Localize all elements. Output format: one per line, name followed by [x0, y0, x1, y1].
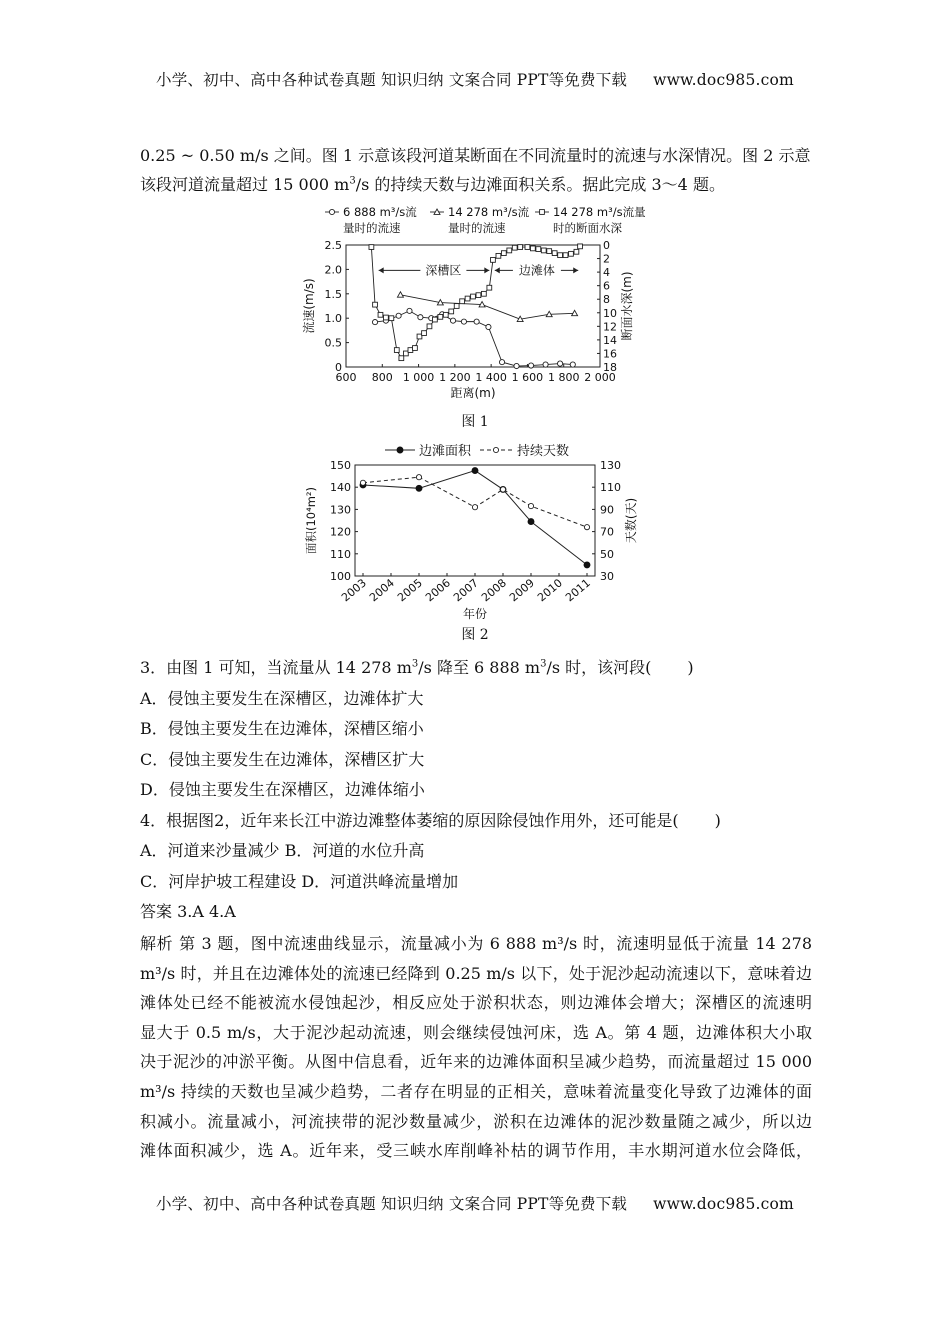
figure-2-series-line-2 — [363, 477, 587, 527]
figure-1-x-label: 距离(m) — [450, 386, 496, 400]
figure-1-series-3-point — [422, 331, 427, 336]
figure-1-bank-arrow-head-right — [573, 267, 578, 273]
answer-line: 答案 3.A 4.A — [140, 902, 236, 921]
figure-1-series-3-point — [389, 316, 394, 321]
analysis-block — [140, 929, 812, 1166]
figure-2-series-2-point — [472, 505, 477, 510]
question-3-option-c: C．侵蚀主要发生在边滩体，深槽区扩大 — [140, 749, 425, 769]
figure-1-series-3-point — [378, 312, 383, 317]
figure-1-y2-tick-label: 12 — [603, 320, 617, 334]
figure-1-x-tick-label: 1 800 — [547, 371, 580, 384]
figure-1-bank-arrow-head-left — [495, 267, 500, 273]
figure-1-y2-tick-label: 18 — [603, 361, 617, 374]
figure-1-y2-tick-label: 10 — [603, 306, 617, 320]
footer-url: www.doc985.com — [653, 1195, 794, 1213]
figure-1-series-3-point — [558, 253, 563, 258]
figure-1-legend-marker-1 — [329, 209, 334, 214]
figure-2-y2-tick-label: 30 — [600, 570, 614, 583]
figure-1-series-3-point — [536, 247, 541, 252]
figure-2-series-2-point — [528, 503, 533, 508]
intro-text — [140, 141, 812, 199]
figure-1-series-3-point — [443, 312, 448, 317]
page-header — [0, 68, 950, 90]
figure-1-deep-arrow-head-right — [484, 267, 489, 273]
figure-1-series-3-point — [496, 253, 501, 258]
page-footer — [0, 1192, 950, 1214]
figure-1-series-3-point — [417, 334, 422, 339]
figure-2-y-tick-label: 150 — [330, 459, 351, 472]
analysis-line-5: 决于泥沙的冲淤平衡。从图中信息看，近年来的边滩体面积呈减少趋势，而流量超过 15 000 — [140, 1052, 812, 1072]
figure-1-x-tick-label: 1 600 — [511, 371, 544, 384]
figure-2-series-2-point — [360, 480, 365, 485]
figure-1-series-1-point — [474, 319, 479, 324]
figure-2-chart — [295, 438, 665, 628]
figure-2-series-2-point — [584, 525, 589, 530]
header-url: www.doc985.com — [653, 71, 794, 89]
figure-1-series-3-point — [491, 258, 496, 263]
analysis-line-8: 滩体面积减少，选 A。近年来，受三峡水库削峰补枯的调节作用，丰水期河道水位会降低， — [140, 1141, 812, 1161]
figure-1-series-3-point — [433, 317, 438, 322]
figure-1-series-3-point — [394, 348, 399, 353]
figure-1-series-1-point — [528, 363, 533, 368]
figure-2-series-2-point — [416, 475, 421, 480]
figure-2-series-1-point — [584, 562, 590, 568]
figure-1-caption: 图 1 — [461, 414, 489, 430]
figure-1-series-3-point — [408, 348, 413, 353]
figure-1-series-1-point — [543, 362, 548, 367]
figure-1-x-tick-label: 2 000 — [584, 371, 616, 384]
figure-1-series-3-point — [399, 356, 404, 361]
figure-1-y2-tick-label: 4 — [603, 266, 610, 280]
figure-1-series-3-point — [552, 251, 557, 256]
question-4-options-2: C．河岸护坡工程建设 D．河道洪峰流量增加 — [140, 871, 459, 891]
figure-1-series-1-point — [514, 363, 519, 368]
figure-1-y2-tick-label: 14 — [603, 333, 617, 347]
figure-1-x-tick-label: 1 200 — [439, 371, 471, 384]
figure-1-series-3-point — [369, 245, 374, 250]
figure-2-y2-tick-label: 130 — [600, 459, 621, 472]
figure-2-y-tick-label: 120 — [330, 525, 351, 539]
figure-1-legend-label-2a: 14 278 m³/s流 — [448, 205, 530, 219]
figure-1-legend-label-1a: 6 888 m³/s流 — [343, 205, 417, 219]
figure-2-series-1-point — [416, 485, 422, 491]
figure-1-y-tick-label: 2.5 — [324, 239, 342, 252]
questions-block — [140, 653, 812, 928]
figure-2-x-tick-label: 2006 — [423, 576, 453, 605]
figure-1-y2-tick-label: 16 — [603, 347, 617, 361]
figure-1-series-3-point — [403, 351, 408, 356]
analysis-line-3: 滩体处已经不能被流水侵蚀起沙，相反应处于淤积状态，则边滩体会增大；深槽区的流速明 — [140, 993, 812, 1013]
figure-1-series-1-point — [418, 315, 423, 320]
figure-1-series-3-point — [487, 285, 492, 290]
figure-1-series-3-point — [481, 291, 486, 296]
figure-1-series-3-point — [454, 304, 459, 309]
figure-2-legend-marker-2 — [493, 447, 498, 452]
question-3-option-d: D．侵蚀主要发生在深槽区，边滩体缩小 — [140, 780, 425, 799]
figure-1-series-1-point — [557, 361, 562, 366]
figure-2-y2-tick-label: 90 — [600, 503, 614, 517]
figure-1-series-2-point — [397, 292, 403, 297]
figure-1-x-tick-label: 1 000 — [402, 371, 435, 384]
intro-line-2: 该段河道流量超过 15 000 $m^3/s$ 的持续天数与边滩面积关系。据此完成 3～4 题。 — [140, 175, 725, 194]
figure-1-series-1-point — [499, 360, 504, 365]
figure-2-y2-label: 天数(天) — [624, 497, 638, 544]
figure-1-y-tick-label: 1.5 — [324, 287, 342, 301]
figure-1-legend — [325, 205, 646, 235]
figure-1-y-tick-label: 2.0 — [324, 263, 342, 277]
question-3-option-b: B．侵蚀主要发生在边滩体，深槽区缩小 — [140, 719, 424, 738]
figure-1-series-1-point — [450, 318, 455, 323]
figure-2-series-1-point — [528, 519, 534, 525]
figure-2-x-tick-label: 2008 — [479, 576, 509, 605]
figure-2-legend-label-1: 边滩面积 — [419, 444, 472, 459]
figure-1-deep-arrow-head-left — [379, 267, 384, 273]
figure-1-series-3-point — [384, 315, 389, 320]
figure-2-series-line-1 — [363, 471, 587, 565]
figure-2-legend-label-2: 持续天数 — [517, 444, 570, 459]
figure-2-x-tick-label: 2009 — [507, 576, 537, 605]
figure-1-series-3-point — [465, 296, 470, 301]
figure-1-deep-label: 深槽区 — [425, 263, 462, 278]
figure-1-series-3-point — [449, 309, 454, 314]
figure-2-y-tick-label: 110 — [330, 547, 351, 561]
question-4-stem: 4．根据图2，近年来长江中游边滩整体萎缩的原因除侵蚀作用外，还可能是( ) — [140, 810, 721, 830]
figure-1-series-3-point — [373, 302, 378, 307]
figure-1-series-3-point — [530, 246, 535, 251]
header-left-text: 小学、初中、高中各种试卷真题 知识归纳 文案合同 PPT等免费下载 — [156, 71, 628, 89]
figure-1-legend-label-1b: 量时的流速 — [343, 221, 401, 235]
figure-1-x-tick-label: 800 — [371, 371, 393, 384]
analysis-line-7: 积减小。流量减小，河流挟带的泥沙数量减少，淤积在边滩体的泥沙数量随之减少，所以边 — [140, 1111, 812, 1131]
figure-1-series-1-point — [396, 313, 401, 318]
figure-2-series-2-point — [500, 487, 505, 492]
analysis-line-6: m³/s 持续的天数也呈减少趋势，二者存在明显的正相关，意味着流量变化导致了边滩体的面 — [140, 1081, 812, 1101]
figure-1-series-3-point — [438, 314, 443, 319]
figure-1-y-label: 流速(m/s) — [302, 278, 316, 334]
figure-1-legend-marker-3 — [540, 210, 545, 215]
figure-1-series-3-point — [427, 324, 432, 329]
figure-1-bank-label: 边滩体 — [518, 263, 555, 278]
figure-1-y2-tick-label: 0 — [603, 239, 610, 252]
figure-2-y-tick-label: 130 — [330, 503, 351, 517]
figure-1-x-tick-label: 600 — [335, 371, 357, 384]
figure-1-plot-frame — [346, 245, 600, 367]
figure-2-y-tick-label: 140 — [330, 481, 351, 495]
figure-1-series-1-point — [570, 362, 575, 367]
figure-1-series-3-point — [507, 248, 512, 253]
figure-1-y-tick-label: 1.0 — [324, 312, 342, 326]
figure-1-x-tick-label: 1 400 — [475, 371, 507, 384]
figure-1-series-3-point — [563, 253, 568, 258]
footer-left-text: 小学、初中、高中各种试卷真题 知识归纳 文案合同 PPT等免费下载 — [156, 1195, 628, 1213]
figure-2-x-tick-label: 2011 — [563, 576, 593, 605]
figure-1-chart — [295, 200, 665, 430]
figure-1-legend-label-3b: 时的断面水深 — [553, 221, 622, 235]
figure-1-series-3-point — [569, 251, 574, 256]
intro-line-1: 0.25 ~ 0.50 m/s 之间。图 1 示意该段河道某断面在不同流量时的流速与水深情况。图 2 示意 — [140, 146, 811, 165]
question-3-stem: 3．由图 1 可知，当流量从 14 278 $m^3/s$ 降至 6 888 $m^3/s$ 时，该河段( ) — [140, 658, 694, 677]
figure-2-y2-tick-label: 50 — [600, 547, 614, 561]
figure-2-x-tick-label: 2010 — [535, 576, 565, 605]
figure-2-legend — [385, 443, 569, 459]
figure-2-y2-tick-label: 110 — [600, 481, 621, 495]
figure-2-x-tick-label: 2005 — [395, 576, 425, 605]
figure-1-legend-label-3a: 14 278 m³/s流量 — [553, 205, 646, 219]
analysis-line-2: m³/s 时，并且在边滩体处的流速已经降到 0.25 m/s 以下，处于泥沙起动流速以下，意味着边 — [140, 963, 812, 983]
figure-1-series-3-point — [574, 249, 579, 254]
figure-1-series-3-point — [541, 248, 546, 253]
figure-1-series-3-point — [512, 245, 517, 250]
analysis-line-1: 解析 第 3 题，图中流速曲线显示，流量减小为 6 888 m³/s 时，流速明显低于流量 14 278 — [140, 934, 812, 953]
figure-2-y-tick-label: 100 — [330, 570, 351, 583]
figure-1-series-3-point — [518, 245, 523, 250]
figure-1-series-3-point — [460, 299, 465, 304]
figure-1-y2-tick-label: 2 — [603, 252, 610, 266]
figure-2-x-tick-label: 2003 — [339, 576, 369, 605]
figure-1-series-1-point — [486, 324, 491, 329]
figure-2-caption: 图 2 — [461, 627, 489, 643]
figure-1-y-tick-label: 0.5 — [324, 336, 342, 350]
figure-1-series-3-point — [476, 293, 481, 298]
figure-1-y2-label: 断面水深(m) — [620, 271, 634, 341]
figure-2-x-tick-label: 2007 — [451, 576, 481, 605]
figure-2-legend-marker-1 — [397, 447, 403, 453]
figure-1-series-3-point — [578, 244, 583, 249]
figure-2-x-label: 年份 — [462, 607, 488, 621]
figure-2-y-label: 面积(10⁴m²) — [304, 486, 318, 555]
figure-1-y-tick-label: 0 — [335, 361, 342, 374]
figure-2-y2-tick-label: 70 — [600, 525, 614, 539]
figure-1-y2-tick-label: 8 — [603, 293, 610, 307]
figure-1-legend-label-2b: 量时的流速 — [448, 221, 506, 235]
figure-1-series-3-point — [413, 346, 418, 351]
figure-2-x-tick-label: 2004 — [367, 576, 397, 605]
figure-1-series-3-point — [547, 249, 552, 254]
analysis-line-4: 显大于 0.5 m/s，大于泥沙起动流速，则会继续侵蚀河床，选 A。第 4 题，边滩体积大小取 — [140, 1022, 812, 1042]
figure-1-series-line-1 — [375, 311, 573, 366]
figure-2-plot-frame — [355, 465, 595, 576]
figure-1-series-1-point — [407, 308, 412, 313]
figure-1-series-1-point — [372, 320, 377, 325]
question-4-options-1: A．河道来沙量减少 B．河道的水位升高 — [140, 841, 425, 860]
question-3-option-a: A．侵蚀主要发生在深槽区，边滩体扩大 — [140, 688, 424, 708]
figure-1-series-3-point — [471, 294, 476, 299]
figure-1-series-3-point — [501, 251, 506, 256]
figure-1-y2-tick-label: 6 — [603, 279, 610, 293]
figure-2-series-1-point — [472, 468, 478, 474]
figure-1-series-3-point — [525, 245, 530, 250]
figure-1-series-1-point — [461, 319, 466, 324]
